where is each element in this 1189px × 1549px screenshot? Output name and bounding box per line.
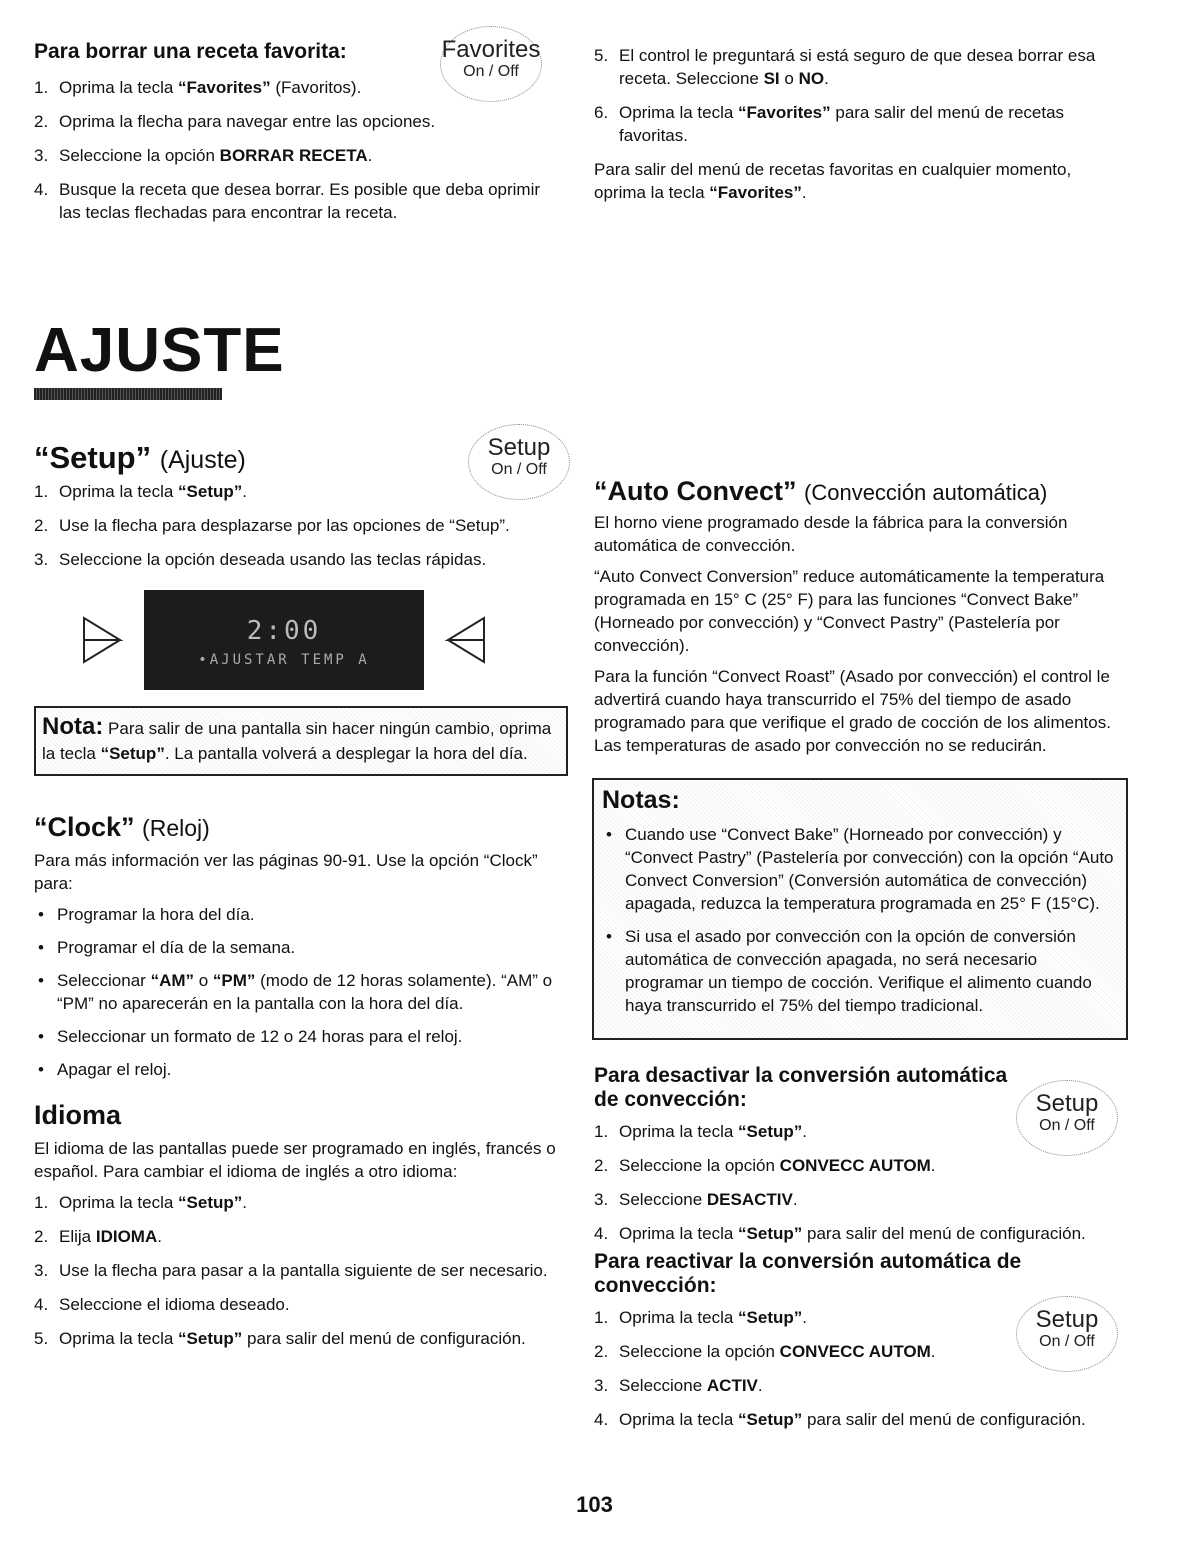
list-item: 6. Oprima la tecla “Favorites” para salir del menú de recetas favoritas. bbox=[594, 103, 1065, 145]
auto-convect-section bbox=[594, 476, 1124, 765]
setup-note-box bbox=[34, 706, 568, 776]
list-item: 4. Seleccione el idioma deseado. bbox=[34, 1295, 290, 1314]
list-item: • Programar el día de la semana. bbox=[38, 938, 296, 957]
list-item: 2. Use la flecha para desplazarse por las opciones de “Setup”. bbox=[34, 516, 510, 535]
list-item: 5. Oprima la tecla “Setup” para salir del menú de configuración. bbox=[34, 1329, 526, 1348]
list-item: • Cuando use “Convect Bake” (Horneado por convección) y “Convect Pastry” (Pastelería por convección) con la opción “Auto Convect Conversion” (Conversión automática de convección) apagada, reduzca la temperatura programada en 25° F (15°C). bbox=[606, 825, 1114, 913]
list-item: 1. Oprima la tecla “Setup”. bbox=[594, 1308, 808, 1327]
auto-convect-paragraph: “Auto Convect Conversion” reduce automáticamente la temperatura programada en 15° C (25° F) para las funciones “Convect Bake” (Horneado por convección) y “Convect Pastry” (Pastelería por convección). bbox=[594, 567, 1105, 655]
favorites-exit-paragraph: Para salir del menú de recetas favoritas en cualquier momento, oprima la tecla “Favorites”. bbox=[594, 160, 1072, 202]
list-item: 2. Elija IDIOMA. bbox=[34, 1227, 162, 1246]
title-underline bbox=[34, 388, 222, 400]
list-item: 2. Oprima la flecha para navegar entre las opciones. bbox=[34, 112, 436, 131]
setup-key-icon: Setup On / Off bbox=[468, 424, 570, 500]
list-item: • Seleccionar “AM” o “PM” (modo de 12 horas solamente). “AM” o “PM” no aparecerán en la pantalla con la hora del día. bbox=[38, 971, 553, 1013]
auto-convect-notes-box bbox=[592, 778, 1128, 1040]
clock-heading: “Clock” (Reloj) bbox=[34, 812, 210, 842]
auto-convect-heading: “Auto Convect” (Convección automática) bbox=[594, 476, 1048, 506]
list-item: • Seleccionar un formato de 12 o 24 horas para el reloj. bbox=[38, 1027, 463, 1046]
list-item: 1. Oprima la tecla “Setup”. bbox=[594, 1122, 808, 1141]
list-item: 2. Seleccione la opción CONVECC AUTOM. bbox=[594, 1156, 936, 1175]
favorites-delete-heading: Para borrar una receta favorita: bbox=[34, 40, 347, 63]
auto-convect-paragraph: Para la función “Convect Roast” (Asado por convección) el control le advertirá cuando haya transcurrido el 75% del tiempo de asado programado para que verifique el grado de cocción de los alimentos. Las temperaturas de asado por convección no se reducirán. bbox=[594, 667, 1111, 755]
setup-heading: “Setup” (Ajuste) bbox=[34, 440, 246, 475]
favorites-delete-continued bbox=[594, 44, 1114, 212]
list-item: 1. Oprima la tecla “Setup”. bbox=[34, 1193, 248, 1212]
list-item: • Programar la hora del día. bbox=[38, 905, 255, 924]
favorites-key-icon: Favorites On / Off bbox=[440, 26, 542, 102]
list-item: 3. Seleccione DESACTIV. bbox=[594, 1190, 798, 1209]
setup-note-text: Nota: Para salir de una pantalla sin hacer ningún cambio, oprima la tecla “Setup”. La pantalla volverá a desplegar la hora del día. bbox=[42, 713, 552, 763]
list-item: 3. Seleccione la opción BORRAR RECETA. bbox=[34, 146, 373, 165]
display-message: •AJUSTAR TEMP A bbox=[198, 652, 370, 668]
deactivate-heading: Para desactivar la conversión automática de convección: bbox=[594, 1064, 1008, 1111]
list-item: 4. Busque la receta que desea borrar. Es posible que deba oprimir las teclas flechadas para encontrar la receta. bbox=[34, 180, 541, 222]
notes-title: Notas: bbox=[602, 786, 680, 814]
list-item: 3. Seleccione ACTIV. bbox=[594, 1376, 763, 1395]
language-section bbox=[34, 1100, 574, 1361]
section-title: AJUSTE bbox=[34, 318, 285, 400]
language-intro: El idioma de las pantallas puede ser programado en inglés, francés o español. Para cambiar el idioma de inglés a otro idioma: bbox=[34, 1139, 556, 1181]
setup-key-icon: Setup On / Off bbox=[1016, 1296, 1118, 1372]
clock-section bbox=[34, 812, 574, 1091]
list-item: 3. Seleccione la opción deseada usando las teclas rápidas. bbox=[34, 550, 487, 569]
page-number: 103 bbox=[576, 1492, 613, 1517]
display-screen bbox=[144, 590, 424, 690]
list-item: 1. Oprima la tecla “Setup”. bbox=[34, 482, 248, 501]
list-item: • Apagar el reloj. bbox=[38, 1060, 172, 1079]
auto-convect-paragraph: El horno viene programado desde la fábrica para la conversión automática de convección. bbox=[594, 513, 1068, 555]
list-item: 2. Seleccione la opción CONVECC AUTOM. bbox=[594, 1342, 936, 1361]
list-item: 3. Use la flecha para pasar a la pantalla siguiente de ser necesario. bbox=[34, 1261, 548, 1280]
list-item: 5. El control le preguntará si está seguro de que desea borrar esa receta. Seleccione SI o NO. bbox=[594, 46, 1096, 88]
list-item: 1. Oprima la tecla “Favorites” (Favoritos). bbox=[34, 78, 362, 97]
language-heading: Idioma bbox=[34, 1100, 122, 1130]
reactivate-heading: Para reactivar la conversión automática de convección: bbox=[594, 1250, 1022, 1297]
oven-display-illustration bbox=[82, 590, 486, 690]
clock-intro: Para más información ver las páginas 90-91. Use la opción “Clock” para: bbox=[34, 851, 538, 893]
setup-key-icon: Setup On / Off bbox=[1016, 1080, 1118, 1156]
list-item: • Si usa el asado por convección con la opción de conversión automática de convección apagada, no será necesario programar un tiempo de cocción. Verifique el alimento cuando haya transcurrido el 75% del tiempo tradicional. bbox=[606, 927, 1092, 1015]
list-item: 4. Oprima la tecla “Setup” para salir del menú de configuración. bbox=[594, 1410, 1086, 1429]
list-item: 4. Oprima la tecla “Setup” para salir del menú de configuración. bbox=[594, 1224, 1086, 1243]
display-time: 2:00 bbox=[246, 616, 322, 646]
